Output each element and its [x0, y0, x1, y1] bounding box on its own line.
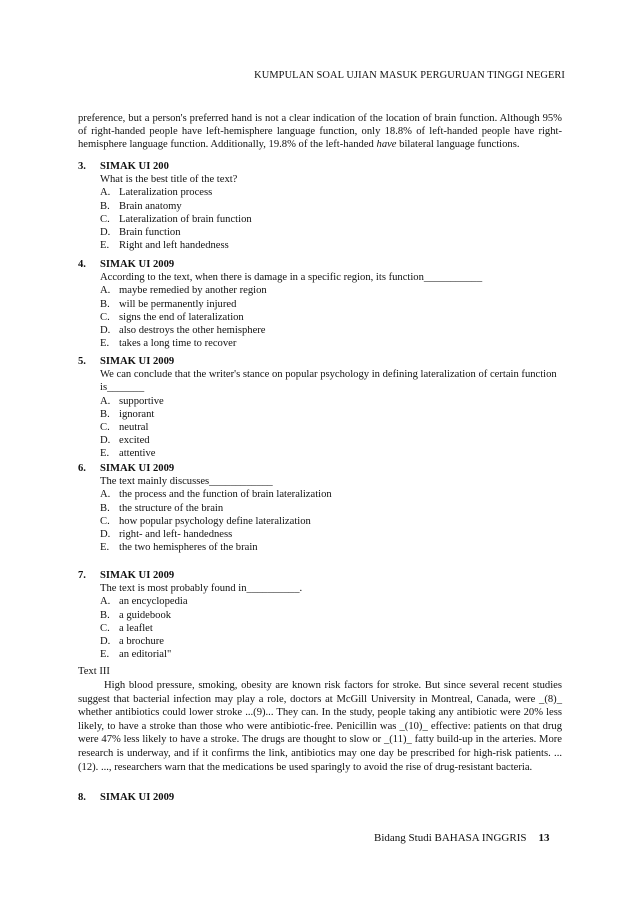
- page-footer: [374, 832, 550, 845]
- intro-emphasis: have: [376, 139, 397, 151]
- option-e: E. attentive: [100, 448, 156, 460]
- option-c: C. a leaflet: [100, 622, 153, 634]
- option-e: E. Right and left handedness: [100, 240, 229, 252]
- option-d: D. a brochure: [100, 636, 164, 648]
- option-d: D. right- and left- handedness: [100, 529, 233, 541]
- intro-paragraph: [78, 112, 562, 152]
- question-number: 8.: [78, 792, 86, 803]
- option-a: A. an encyclopedia: [100, 596, 188, 608]
- option-d: D. excited: [100, 435, 150, 447]
- question-number: 3.: [78, 161, 86, 172]
- option-b: B. a guidebook: [100, 609, 172, 621]
- running-header: KUMPULAN SOAL UJIAN MASUK PERGURUAN TINGGI NEGERI: [254, 70, 565, 81]
- option-a: A. maybe remedied by another region: [100, 285, 267, 297]
- question-text: We can conclude that the writer's stance on popular psychology in defining lateralization of certain function is_______: [100, 369, 557, 394]
- question-source: SIMAK UI 200: [100, 161, 169, 172]
- option-b: B. the structure of the brain: [100, 502, 224, 514]
- question-source: SIMAK UI 2009: [100, 356, 175, 367]
- footer-subject: Bidang Studi BAHASA INGGRIS: [374, 832, 527, 844]
- option-c: C. Lateralization of brain function: [100, 213, 252, 225]
- option-d: D. Brain function: [100, 227, 181, 239]
- option-c: C. how popular psychology define lateralization: [100, 515, 311, 527]
- question-number: 7.: [78, 570, 86, 581]
- question-source: SIMAK UI 2009: [100, 792, 175, 803]
- option-e: E. an editorial": [100, 649, 172, 661]
- intro-text-end: bilateral language functions.: [396, 139, 520, 151]
- page-number: 13: [538, 832, 550, 844]
- option-b: B. ignorant: [100, 408, 155, 420]
- option-e: E. the two hemispheres of the brain: [100, 542, 258, 554]
- option-c: C. signs the end of lateralization: [100, 311, 244, 323]
- option-b: B. Brain anatomy: [100, 200, 182, 212]
- question-number: 6.: [78, 463, 86, 474]
- question-text: The text is most probably found in__________.: [100, 583, 303, 595]
- text-3-label: Text III: [78, 666, 110, 677]
- question-source: SIMAK UI 2009: [100, 570, 175, 581]
- option-b: B. will be permanently injured: [100, 298, 237, 310]
- text-3-body: High blood pressure, smoking, obesity are known risk factors for stroke. But since several recent studies suggest that bacterial infection may play a role, doctors at McGill University in Montreal, Canada, were _(8)_ whether antibiotics could lower stroke ...(9)... They can. In the study, people taking any antibiotic were 20% less likely, to have a stroke than those who were antibiotic-free. Penicillin was _(10)_ effective: patients on that drug were 47% less likely to have a stroke. The drugs are thought to slow or _(11)_ fatty build-up in the arteries. More research is underway, and if it confirms the link, antibiotics may one day be prescribed for high-risk patients. ...(12). ..., researchers warn that the medications be used sparingly to avoid the rise of drug-resistant bacteria.: [78, 680, 562, 773]
- question-number: 4.: [78, 259, 86, 270]
- question-source: SIMAK UI 2009: [100, 463, 175, 474]
- intro-text-start: preference, but a person's preferred hand is not a clear indication of the location of brain function. Although 95% of right-handed people have left-hemisphere language function, only 18.8% of left-handed people have right-hemisphere language function. Additionally, 19.8% of the left-handed: [78, 113, 562, 151]
- question-text: What is the best title of the text?: [100, 174, 238, 186]
- question-source: SIMAK UI 2009: [100, 259, 175, 270]
- option-e: E. takes a long time to recover: [100, 338, 237, 350]
- question-text: According to the text, when there is damage in a specific region, its function___________: [100, 272, 483, 284]
- option-c: C. neutral: [100, 422, 149, 434]
- text-3-passage: [78, 679, 562, 774]
- option-a: A. Lateralization process: [100, 187, 213, 199]
- option-a: A. the process and the function of brain lateralization: [100, 489, 332, 501]
- question-text: The text mainly discusses____________: [100, 476, 273, 488]
- question-number: 5.: [78, 356, 86, 367]
- option-a: A. supportive: [100, 395, 164, 407]
- option-d: D. also destroys the other hemisphere: [100, 325, 266, 337]
